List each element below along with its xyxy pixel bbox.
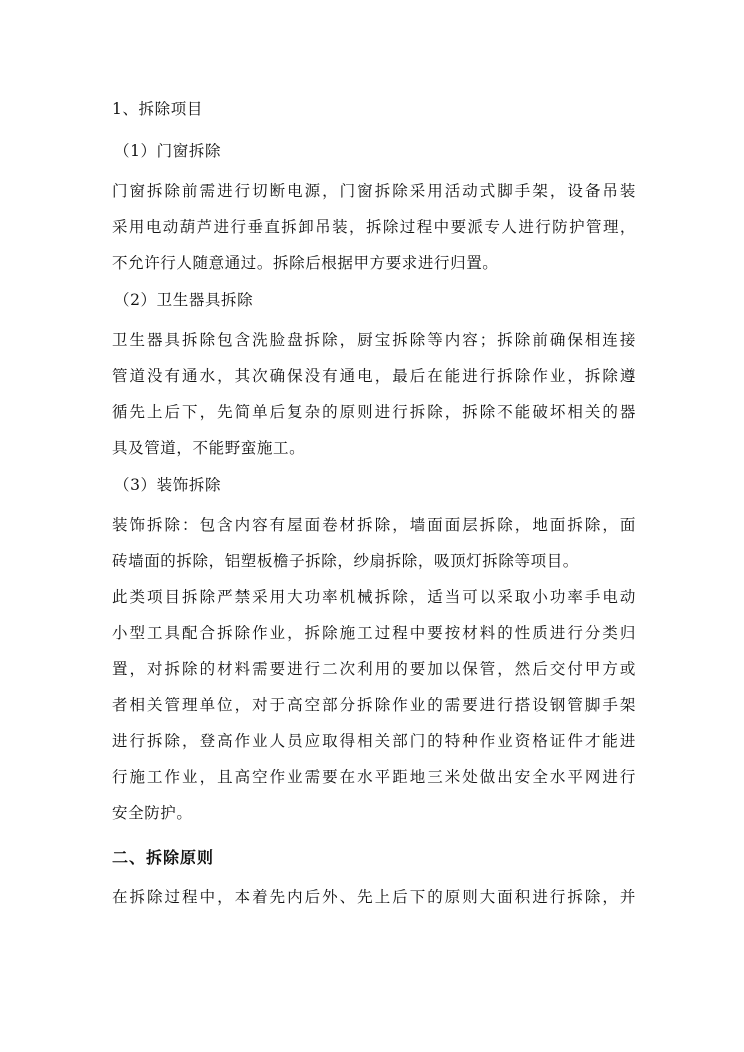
paragraph-line: 进行拆除，登高作业人员应取得相关部门的特种作业资格证件才能进 (112, 732, 636, 750)
paragraph-line: 管道没有通水，其次确保没有通电，最后在能进行拆除作业，拆除遵 (112, 367, 636, 385)
subheading-sanitary: （2）卫生器具拆除 (114, 291, 254, 309)
paragraph-line: 此类项目拆除严禁采用大功率机械拆除，适当可以采取小功率手电动 (112, 588, 636, 606)
paragraph-line: 砖墙面的拆除，铝塑板檐子拆除，纱扇拆除，吸顶灯拆除等项目。 (112, 552, 579, 570)
paragraph-line: 采用电动葫芦进行垂直拆卸吊装，拆除过程中要派专人进行防护管理， (112, 218, 636, 236)
paragraph-line: 循先上后下，先简单后复杂的原则进行拆除，拆除不能破坏相关的器 (112, 403, 636, 421)
paragraph-line: 装饰拆除：包含内容有屋面卷材拆除，墙面面层拆除，地面拆除，面 (112, 516, 636, 534)
paragraph-line: 卫生器具拆除包含洗脸盘拆除，厨宝拆除等内容；拆除前确保相连接 (112, 331, 636, 349)
subheading-door-window: （1）门窗拆除 (114, 142, 222, 160)
paragraph-line: 安全防护。 (112, 804, 193, 822)
paragraph-line: 门窗拆除前需进行切断电源，门窗拆除采用活动式脚手架，设备吊装 (112, 182, 636, 200)
paragraph-line: 行施工作业，且高空作业需要在水平距地三米处做出安全水平网进行 (112, 768, 636, 786)
subheading-decoration: （3）装饰拆除 (114, 476, 222, 494)
document-body (112, 96, 636, 913)
paragraph-line: 置，对拆除的材料需要进行二次利用的要加以保管，然后交付甲方或 (112, 660, 636, 678)
paragraph-line: 不允许行人随意通过。拆除后根据甲方要求进行归置。 (112, 254, 499, 272)
section-heading: 二、拆除原则 (112, 848, 215, 867)
paragraph-line: 具及管道，不能野蛮施工。 (112, 439, 306, 457)
paragraph-line: 在拆除过程中，本着先内后外、先上后下的原则大面积进行拆除，并 (112, 888, 636, 906)
item-heading: 1、拆除项目 (112, 100, 203, 118)
paragraph-line: 者相关管理单位，对于高空部分拆除作业的需要进行搭设钢管脚手架 (112, 696, 636, 714)
paragraph-line: 小型工具配合拆除作业，拆除施工过程中要按材料的性质进行分类归 (112, 624, 636, 642)
